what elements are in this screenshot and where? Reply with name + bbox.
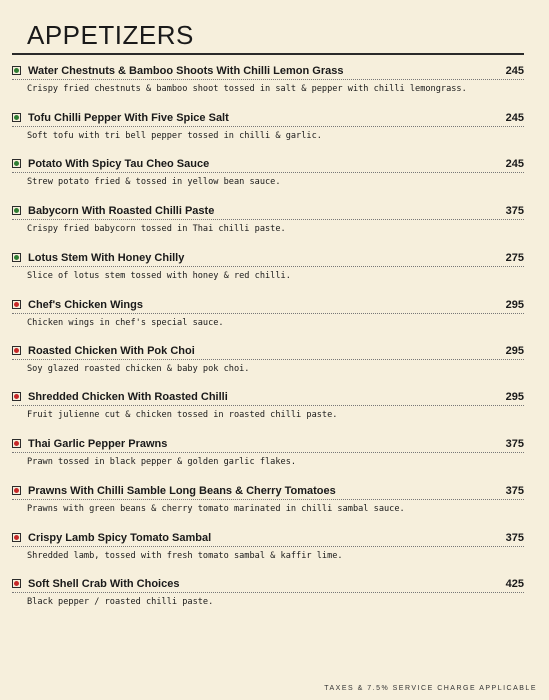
menu-item-price: 425	[505, 577, 524, 590]
menu-item-header	[12, 203, 524, 220]
page-title: APPETIZERS	[27, 20, 194, 50]
menu-item-name: Water Chestnuts & Bamboo Shoots With Chilli Lemon Grass	[28, 64, 344, 77]
menu-item-price: 375	[505, 204, 524, 217]
menu-item-description: Crispy fried chestnuts & bamboo shoot tossed in salt & pepper with chilli lemongrass.	[27, 84, 467, 94]
nonveg-indicator-icon	[12, 439, 21, 448]
menu-item-price: 375	[505, 484, 524, 497]
menu-item	[12, 436, 524, 467]
menu-item-description: Chicken wings in chef's special sauce.	[27, 318, 224, 328]
menu-item-price: 275	[505, 251, 524, 264]
menu-item-price: 295	[505, 298, 524, 311]
menu-item-name: Thai Garlic Pepper Prawns	[28, 437, 168, 450]
menu-item-price: 375	[505, 437, 524, 450]
menu-item-header	[12, 483, 524, 500]
menu-item-name: Potato With Spicy Tau Cheo Sauce	[28, 157, 210, 170]
menu-item-name: Soft Shell Crab With Choices	[28, 577, 180, 590]
nonveg-indicator-icon	[12, 579, 21, 588]
menu-item	[12, 156, 524, 187]
menu-item-price: 245	[505, 64, 524, 77]
nonveg-indicator-icon	[12, 346, 21, 355]
title-divider	[12, 53, 524, 55]
menu-item-description: Fruit julienne cut & chicken tossed in roasted chilli paste.	[27, 410, 338, 420]
menu-item-name: Prawns With Chilli Samble Long Beans & Cherry Tomatoes	[28, 484, 336, 497]
menu-item	[12, 203, 524, 234]
footer-note: TAXES & 7.5% SERVICE CHARGE APPLICABLE	[324, 685, 537, 692]
menu-item-description: Crispy fried babycorn tossed in Thai chilli paste.	[27, 224, 286, 234]
menu-item	[12, 530, 524, 561]
menu-item-price: 375	[505, 531, 524, 544]
veg-indicator-icon	[12, 206, 21, 215]
nonveg-indicator-icon	[12, 300, 21, 309]
menu-item-header	[12, 250, 524, 267]
menu-item-price: 295	[505, 344, 524, 357]
menu-item-header	[12, 297, 524, 314]
menu-item-price: 245	[505, 111, 524, 124]
menu-item-name: Roasted Chicken With Pok Choi	[28, 344, 195, 357]
menu-item	[12, 297, 524, 328]
nonveg-indicator-icon	[12, 392, 21, 401]
menu-item-price: 295	[505, 390, 524, 403]
menu-item-header	[12, 530, 524, 547]
menu-item-name: Chef's Chicken Wings	[28, 298, 143, 311]
menu-item-description: Prawn tossed in black pepper & golden garlic flakes.	[27, 457, 297, 467]
menu-item	[12, 483, 524, 514]
menu-item	[12, 576, 524, 607]
menu-item-description: Black pepper / roasted chilli paste.	[27, 597, 214, 607]
menu-item	[12, 110, 524, 141]
menu-item-description: Prawns with green beans & cherry tomato marinated in chilli sambal sauce.	[27, 504, 405, 514]
menu-item-header	[12, 63, 524, 80]
menu-item-name: Crispy Lamb Spicy Tomato Sambal	[28, 531, 212, 544]
menu-item	[12, 343, 524, 374]
menu-item-description: Shredded lamb, tossed with fresh tomato sambal & kaffir lime.	[27, 551, 343, 561]
menu-item-header	[12, 389, 524, 406]
nonveg-indicator-icon	[12, 486, 21, 495]
veg-indicator-icon	[12, 113, 21, 122]
menu-item-header	[12, 576, 524, 593]
menu-item-description: Strew potato fried & tossed in yellow bean sauce.	[27, 177, 281, 187]
nonveg-indicator-icon	[12, 533, 21, 542]
menu-item-description: Slice of lotus stem tossed with honey & red chilli.	[27, 271, 291, 281]
menu-item-price: 245	[505, 157, 524, 170]
veg-indicator-icon	[12, 66, 21, 75]
menu-item-name: Lotus Stem With Honey Chilly	[28, 251, 185, 264]
menu-item-description: Soft tofu with tri bell pepper tossed in chilli & garlic.	[27, 131, 322, 141]
menu-item-name: Shredded Chicken With Roasted Chilli	[28, 390, 228, 403]
menu-item-header	[12, 110, 524, 127]
menu-item-header	[12, 436, 524, 453]
menu-item-header	[12, 343, 524, 360]
menu-item	[12, 63, 524, 94]
menu-item-name: Babycorn With Roasted Chilli Paste	[28, 204, 215, 217]
veg-indicator-icon	[12, 253, 21, 262]
menu-item-header	[12, 156, 524, 173]
menu-item-name: Tofu Chilli Pepper With Five Spice Salt	[28, 111, 229, 124]
menu-item	[12, 250, 524, 281]
menu-item	[12, 389, 524, 420]
veg-indicator-icon	[12, 159, 21, 168]
menu-item-description: Soy glazed roasted chicken & baby pok choi.	[27, 364, 250, 374]
